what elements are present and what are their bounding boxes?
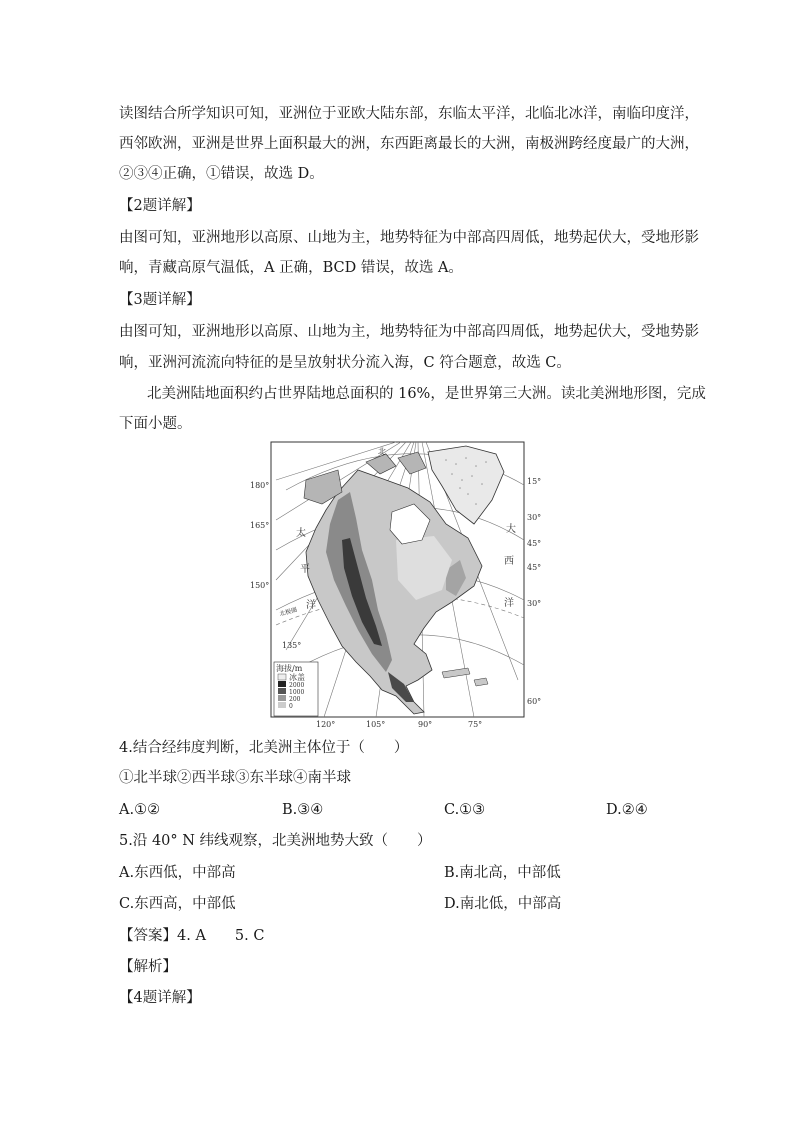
question-intro: 下面小题。 [119,416,192,432]
legend-label: 200 [289,696,301,703]
q5-option-d[interactable]: D.南北低，中部高 [444,896,562,912]
legend-label: 冰盖 [289,673,305,682]
question-4-stem: 4.结合经纬度判断，北美洲主体位于（ ） [119,740,409,756]
atlantic-label: 洋 [504,598,514,609]
legend-label: 0 [289,703,293,710]
arctic-circle-label: 北极圈 [278,606,298,618]
lon-label: 180° [250,481,270,490]
north-label: 北 [378,447,386,456]
lat-label: 30° [527,513,542,522]
q5-option-b[interactable]: B.南北高，中部低 [444,865,561,881]
analysis-text-line: 读图结合所学知识可知，亚洲位于亚欧大陆东部，东临太平洋，北临北冰洋，南临印度洋， [119,106,699,122]
lon-label: 165° [250,521,270,530]
north-america-topographic-map [246,440,546,730]
pacific-label: 平 [300,564,310,575]
analysis-heading: 【解析】 [119,959,177,975]
analysis-text-line: 由图可知，亚洲地形以高原、山地为主，地势特征为中部高四周低，地势起伏大，受地势影 [119,324,699,340]
analysis-text-line: ②③④正确，①错误，故选 D。 [119,166,324,182]
atlantic-label: 西 [504,556,514,567]
analysis-text-line: 响，青藏高原气温低，A 正确，BCD 错误，故选 A。 [119,260,463,276]
question-4-choices: ①北半球②西半球③东半球④南半球 [119,770,351,786]
q4-option-b[interactable]: B.③④ [282,802,324,818]
legend-label: 2000 [289,682,305,689]
pacific-label: 太 [296,528,306,539]
analysis-text-line: 西邻欧洲，亚洲是世界上面积最大的洲，东西距离最长的大洲，南极洲跨经度最广的大洲， [119,136,699,152]
pacific-label: 洋 [306,600,316,611]
lat-label: 60° [527,697,542,706]
analysis-text-line: 由图可知，亚洲地形以高原、山地为主，地势特征为中部高四周低，地势起伏大，受地形影 [119,230,699,246]
lon-label: 150° [250,581,270,590]
map-legend [274,662,318,716]
q4-option-c[interactable]: C.①③ [444,802,486,818]
lon-label: 75° [468,720,483,729]
lat-label: 30° [527,599,542,608]
q5-option-c[interactable]: C.东西高，中部低 [119,896,236,912]
analysis-text-line: 响，亚洲河流流向特征的是呈放射状分流入海，C 符合题意，故选 C。 [119,355,571,371]
atlantic-label: 大 [506,524,516,535]
lon-label: 90° [418,720,433,729]
answer-line: 【答案】4. A 5. C [119,928,265,944]
question-intro: 北美洲陆地面积约占世界陆地总面积的 16%，是世界第三大洲。读北美洲地形图，完成 [147,386,706,402]
lon-label: 120° [316,720,336,729]
section-heading: 【3题详解】 [119,292,201,308]
lat-label: 45° [527,563,542,572]
legend-label: 1000 [289,689,305,696]
lon-label: 105° [366,720,386,729]
q4-option-a[interactable]: A.①② [119,802,161,818]
lon-label: 135° [282,641,302,650]
q5-option-a[interactable]: A.东西低，中部高 [119,865,236,881]
question-5-stem: 5.沿 40° N 纬线观察，北美洲地势大致（ ） [119,833,432,849]
section-heading: 【2题详解】 [119,198,201,214]
lat-label: 15° [527,477,542,486]
lat-label: 45° [527,539,542,548]
q4-option-d[interactable]: D.②④ [606,802,648,818]
section-heading: 【4题详解】 [119,990,201,1006]
legend-title: 海拔/m [276,664,303,673]
